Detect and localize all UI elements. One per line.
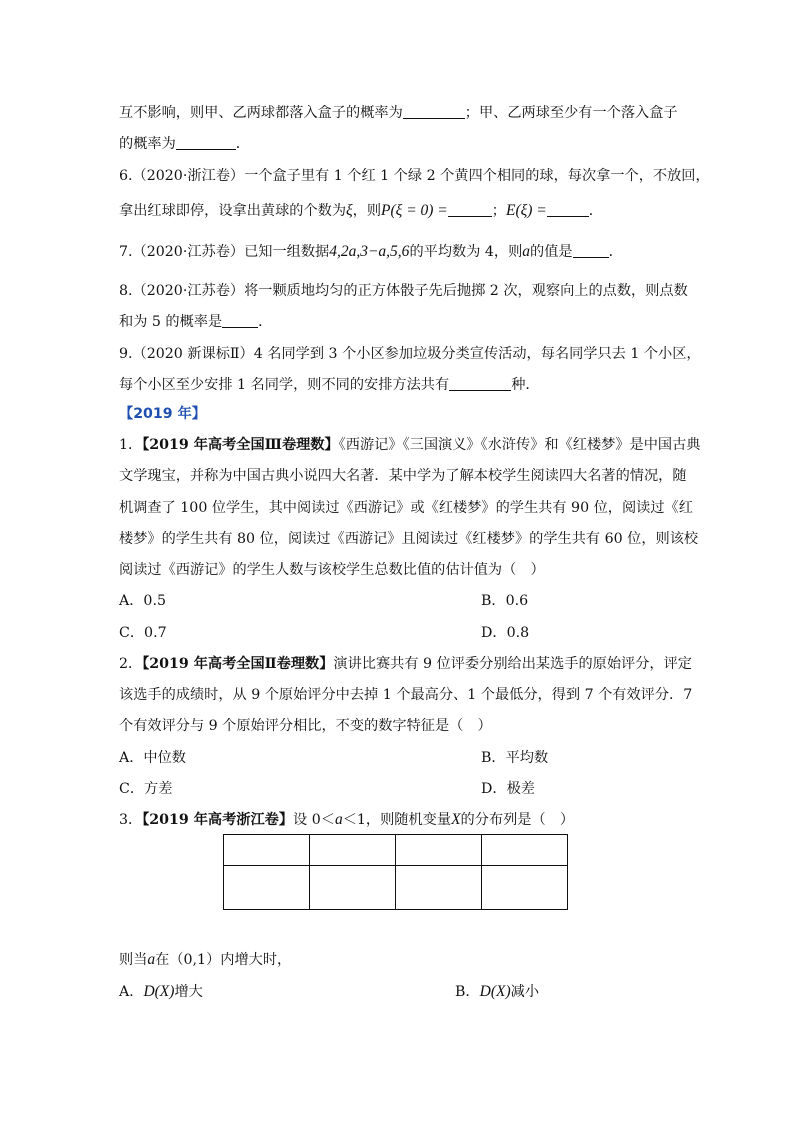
p8-text-a: 和为 5 的概率是 [119, 314, 223, 330]
q1-line5: 阅读过《西游记》的学生人数与该校学生总数比值的估计值为（ ） [119, 562, 545, 578]
q2-options-row1 [119, 749, 186, 767]
p6-expr-prob: P(ξ = 0) = [381, 202, 448, 219]
answer-blank [448, 202, 492, 217]
q1-option-a: A．0.5 [119, 593, 166, 609]
q2-line3: 个有效评分与 9 个原始评分相比，不变的数字特征是（ ） [119, 718, 492, 734]
q3-variable-a: a [147, 951, 156, 968]
answer-blank [573, 243, 609, 258]
q3-after-text-b: 在（0,1）内增大时， [155, 952, 292, 968]
answer-blank [176, 135, 236, 150]
q2-options-row2 [119, 780, 172, 798]
xi-symbol: ξ [346, 202, 353, 219]
q3-text-c: 的分布列是（ ） [460, 812, 575, 828]
distribution-table [223, 834, 568, 910]
q1-line4: 楼梦》的学生共有 80 位，阅读过《西游记》且阅读过《红楼梦》的学生共有 60 位，则该校 [119, 531, 699, 547]
p7-line [119, 243, 623, 261]
q2-option-d: D．极差 [481, 781, 535, 797]
q1-number: 1． [119, 437, 143, 453]
p8-line2 [119, 313, 272, 331]
q3-variable-x: X [451, 811, 461, 828]
q3-option-a-text: 增大 [174, 984, 203, 1000]
q3-option-a-label: A． [119, 984, 144, 1000]
p9-line1: 9.（2020 新课标Ⅱ）4 名同学到 3 个小区参加垃圾分类宣传活动，每名同学只去 1 个小区， [119, 346, 701, 362]
q3-source: 【2019 年高考浙江卷】 [142, 812, 294, 828]
table-row [224, 835, 568, 866]
q3-number: 3． [119, 812, 143, 828]
p6-text-a: 拿出红球即停，设拿出黄球的个数为 [119, 203, 347, 219]
answer-blank [403, 104, 465, 119]
table-cell [310, 866, 396, 910]
answer-blank [222, 313, 258, 328]
q3-option-a [119, 983, 203, 1001]
p6-period: ． [588, 203, 603, 219]
table-cell [310, 835, 396, 866]
q2-source: 【2019 年高考全国Ⅱ卷理数】 [142, 656, 334, 672]
q2-option-c: C．方差 [119, 781, 173, 797]
p6-line1: 6.（2020·浙江卷）一个盒子里有 1 个红 1 个绿 2 个黄四个相同的球，每次拿一个，不放回， [119, 168, 710, 184]
table-row [224, 866, 568, 910]
table-cell [396, 866, 482, 910]
p5-text-a: 互不影响，则甲、乙两球都落入盒子的概率为 [119, 105, 403, 121]
p7-text-a: 7.（2020·江苏卷）已知一组数据 [119, 244, 330, 260]
q3-after-line [119, 951, 291, 969]
q1-text-1: 《西游记》《三国演义》《水浒传》和《红楼梦》是中国古典 [338, 437, 701, 453]
p7-data-set: 4,2a,3−a,5,6 [329, 243, 410, 260]
q3-text-a: 设 0＜ [293, 812, 335, 828]
table-cell [482, 866, 568, 910]
q3-option-a-expr: D(X) [143, 983, 175, 1000]
p8-period: ． [258, 314, 273, 330]
p5-period: ． [235, 136, 250, 152]
q1-option-b: B．0.6 [481, 593, 529, 609]
table-cell [224, 835, 310, 866]
p5-line1 [119, 104, 678, 122]
q1-line2: 文学瑰宝，并称为中国古典小说四大名著．某中学为了解本校学生阅读四大名著的情况，随 [119, 468, 687, 484]
q1-source: 【2019 年高考全国Ⅲ卷理数】 [142, 437, 339, 453]
q2-text-1: 演讲比赛共有 9 位评委分别给出某选手的原始评分，评定 [333, 656, 692, 672]
p9-line2 [119, 376, 540, 394]
q1-option-c: C．0.7 [119, 625, 167, 641]
q2-line2: 该选手的成绩时，从 9 个原始评分中去掉 1 个最高分、1 个最低分，得到 7 个有效评分．7 [119, 687, 693, 703]
q3-option-b-label: B． [455, 984, 480, 1000]
p9-text-a: 每个小区至少安排 1 名同学，则不同的安排方法共有 [119, 377, 450, 393]
q1-option-d: D．0.8 [481, 625, 530, 641]
p7-variable: a [522, 243, 531, 260]
table-cell [224, 866, 310, 910]
p6-line2 [119, 202, 603, 220]
q1-line1 [119, 436, 700, 454]
q2-option-b: B．平均数 [481, 750, 549, 766]
q1-options-row2 [119, 624, 167, 642]
table-cell [482, 835, 568, 866]
p6-text-b: ，则 [352, 203, 382, 219]
p7-text-b: 的平均数为 4，则 [409, 244, 523, 260]
q2-line1 [119, 655, 692, 673]
q3-after-text-a: 则当 [119, 952, 148, 968]
answer-blank [449, 376, 511, 391]
q1-options-row1 [119, 592, 166, 610]
year-heading: 【2019 年】 [119, 406, 206, 422]
q3-line1 [119, 811, 574, 829]
p7-period: ． [608, 244, 623, 260]
p7-text-c: 的值是 [530, 244, 573, 260]
p5-text-c: 的概率为 [119, 136, 176, 152]
answer-blank [547, 202, 589, 217]
q3-option-b-expr: D(X) [479, 983, 511, 1000]
p5-text-b: ；甲、乙两球至少有一个落入盒子 [464, 105, 678, 121]
p8-line1: 8.（2020·江苏卷）将一颗质地均匀的正方体骰子先后抛掷 2 次，观察向上的点数，则点数 [119, 283, 688, 299]
q3-option-b-text: 减小 [510, 984, 540, 1000]
q1-line3: 机调查了 100 位学生，其中阅读过《西游记》或《红楼梦》的学生共有 90 位，阅读过《红 [119, 500, 693, 516]
q2-number: 2． [119, 656, 143, 672]
q3-variable-a: a [334, 811, 343, 828]
table-cell [396, 835, 482, 866]
p6-expr-expectation: E(ξ) = [505, 202, 547, 219]
p9-text-b: 种． [511, 377, 540, 393]
p6-separator: ； [491, 203, 506, 219]
q3-option-b [455, 983, 539, 1001]
q2-option-a: A．中位数 [119, 750, 186, 766]
p5-line2 [119, 135, 250, 153]
q3-text-b: ＜1，则随机变量 [342, 812, 452, 828]
